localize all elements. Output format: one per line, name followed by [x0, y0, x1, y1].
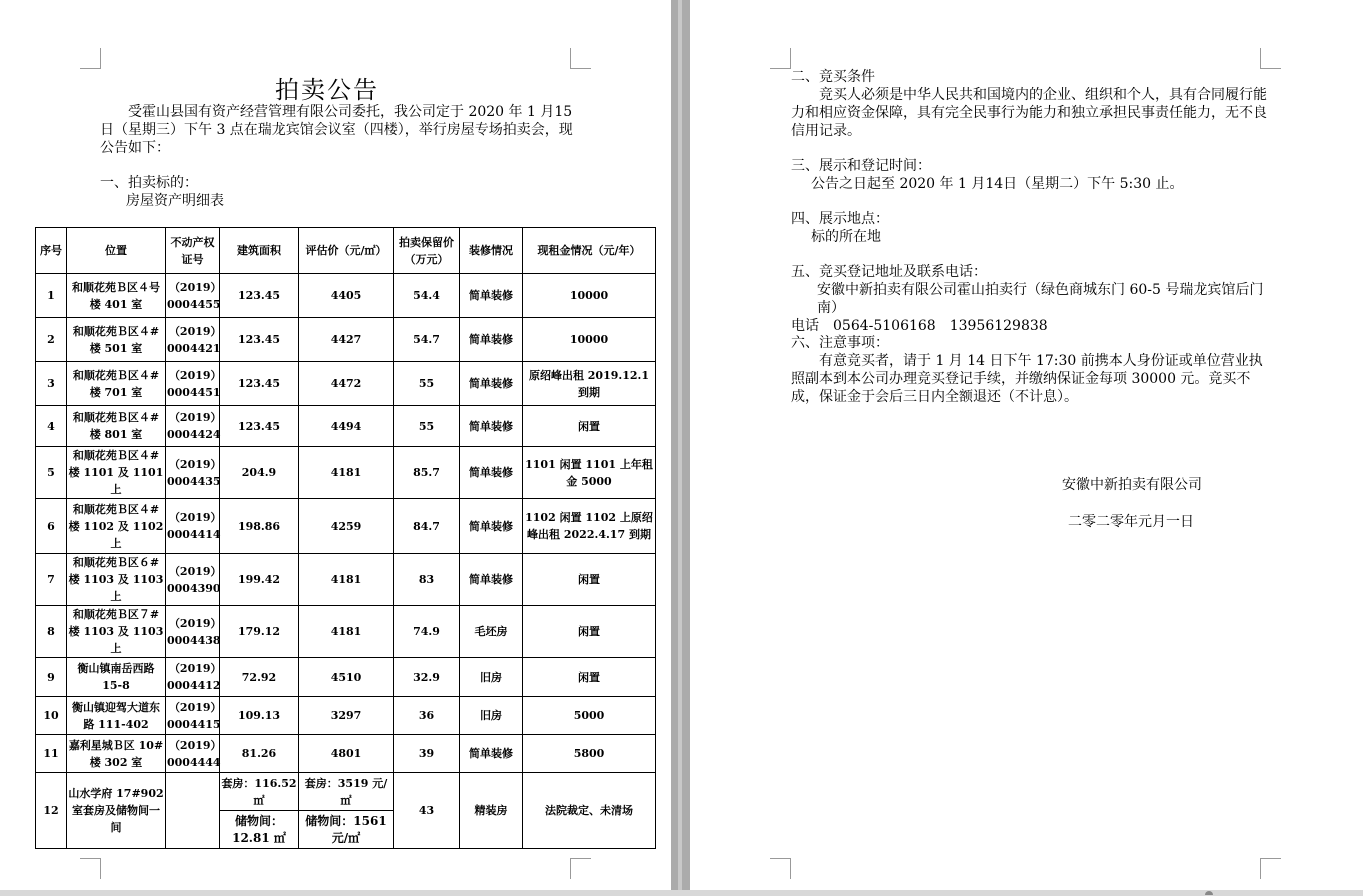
document-page-left — [0, 0, 671, 890]
signature-date: 二零二零年元月一日 — [1068, 514, 1194, 530]
cell-rent: 闲置 — [523, 606, 656, 658]
crop-mark-bottom-right — [1260, 858, 1281, 879]
cell-no: 11 — [36, 735, 67, 773]
cell-decor: 旧房 — [460, 658, 523, 697]
cell-rent: 闲置 — [523, 554, 656, 606]
cell-reserve: 32.9 — [394, 658, 460, 697]
cell-no: 3 — [36, 362, 67, 406]
cell-location: 和顺花苑Ｂ区４#楼 1101 及 1101 上 — [67, 447, 166, 499]
section5-heading: 五、竞买登记地址及联系电话： — [791, 264, 987, 280]
cell-rent: 闲置 — [523, 658, 656, 697]
cell-location: 和顺花苑Ｂ区４号楼 401 室 — [67, 274, 166, 318]
section2 — [791, 68, 1271, 140]
table-row — [36, 362, 656, 406]
table-row — [36, 658, 656, 697]
row12-rent: 法院裁定、未清场 — [523, 773, 656, 849]
cell-decor: 简单装修 — [460, 447, 523, 499]
header-decor: 装修情况 — [460, 228, 523, 274]
section5 — [791, 263, 1271, 335]
cell-rent: 闲置 — [523, 406, 656, 447]
cell-cert: （2019）0004438 — [166, 606, 220, 658]
section3 — [791, 157, 1271, 193]
cell-location: 和顺花苑Ｂ区４#楼 801 室 — [67, 406, 166, 447]
section3-body: 公告之日起至 2020 年 1 月14日（星期二）下午 5:30 止。 — [811, 176, 1184, 192]
cell-price: 4181 — [299, 554, 394, 606]
cell-decor: 毛坯房 — [460, 606, 523, 658]
cell-no: 2 — [36, 318, 67, 362]
row12-cert — [166, 773, 220, 849]
header-rent: 现租金情况（元/年） — [523, 228, 656, 274]
horizontal-scrollbar[interactable] — [0, 890, 1363, 896]
table-row — [36, 274, 656, 318]
document-title: 拍卖公告 — [275, 76, 379, 104]
crop-mark-top-right — [1260, 48, 1281, 69]
cell-decor: 简单装修 — [460, 406, 523, 447]
cell-cert: （2019）0004421 — [166, 318, 220, 362]
table-row-12 — [36, 773, 656, 811]
cell-area: 179.12 — [220, 606, 299, 658]
cell-price: 4405 — [299, 274, 394, 318]
cell-price: 4259 — [299, 499, 394, 554]
section4-heading: 四、展示地点： — [791, 211, 889, 227]
header-cert: 不动产权证号 — [166, 228, 220, 274]
cell-area: 198.86 — [220, 499, 299, 554]
section6 — [791, 334, 1271, 406]
cell-reserve: 84.7 — [394, 499, 460, 554]
cell-cert: （2019）0004455 — [166, 274, 220, 318]
cell-decor: 简单装修 — [460, 318, 523, 362]
cell-rent: 1102 闲置 1102 上原绍峰出租 2022.4.17 到期 — [523, 499, 656, 554]
cell-reserve: 55 — [394, 362, 460, 406]
crop-mark-bottom-right — [570, 858, 591, 879]
cell-decor: 简单装修 — [460, 362, 523, 406]
cell-rent: 10000 — [523, 274, 656, 318]
header-area: 建筑面积 — [220, 228, 299, 274]
page-gutter — [671, 0, 690, 890]
section5-phone: 电话 0564-5106168 13956129838 — [791, 318, 1048, 334]
scroll-thumb[interactable] — [1205, 891, 1213, 895]
cell-rent: 1101 闲置 1101 上年租金 5000 — [523, 447, 656, 499]
cell-rent: 5800 — [523, 735, 656, 773]
cell-cert: （2019）0004415 — [166, 697, 220, 735]
cell-area: 123.45 — [220, 362, 299, 406]
cell-reserve: 54.7 — [394, 318, 460, 362]
cell-no: 9 — [36, 658, 67, 697]
cell-area: 123.45 — [220, 406, 299, 447]
cell-area: 72.92 — [220, 658, 299, 697]
row12-area-storage: 储物间：12.81 ㎡ — [220, 811, 299, 849]
crop-mark-top-right — [570, 48, 591, 69]
cell-decor: 简单装修 — [460, 499, 523, 554]
crop-mark-top-left — [770, 48, 791, 69]
cell-location: 衡山镇南岳西路 15-8 — [67, 658, 166, 697]
cell-cert: （2019）0004424 — [166, 406, 220, 447]
section2-heading: 二、竞买条件 — [791, 69, 875, 85]
cell-price: 3297 — [299, 697, 394, 735]
cell-no: 6 — [36, 499, 67, 554]
row12-reserve: 43 — [394, 773, 460, 849]
section6-heading: 六、注意事项： — [791, 335, 889, 351]
cell-location: 和顺花苑Ｂ区７#楼 1103 及 1103 上 — [67, 606, 166, 658]
cell-reserve: 55 — [394, 406, 460, 447]
table-row — [36, 406, 656, 447]
header-price: 评估价（元/㎡） — [299, 228, 394, 274]
table-caption: 房屋资产明细表 — [126, 193, 224, 209]
table-header-row — [36, 228, 656, 274]
section2-body: 竞买人必须是中华人民共和国境内的企业、组织和个人，具有合同履行能力和相应资金保障，具有完全民事行为能力和独立承担民事责任能力，无不良信用记录。 — [791, 87, 1267, 139]
section4-body: 标的所在地 — [811, 229, 881, 245]
table-row — [36, 697, 656, 735]
cell-area: 109.13 — [220, 697, 299, 735]
cell-rent: 5000 — [523, 697, 656, 735]
table-row — [36, 606, 656, 658]
cell-area: 204.9 — [220, 447, 299, 499]
cell-location: 衡山镇迎驾大道东路 111-402 — [67, 697, 166, 735]
asset-table — [35, 227, 656, 849]
header-no: 序号 — [36, 228, 67, 274]
intro-paragraph: 受霍山县国有资产经营管理有限公司委托，我公司定于 2020 年 1 月15 日（星期三）下午 3 点在瑞龙宾馆会议室（四楼），举行房屋专场拍卖会，现公告如下： — [100, 104, 573, 156]
cell-cert: （2019）0004435 — [166, 447, 220, 499]
cell-area: 199.42 — [220, 554, 299, 606]
cell-price: 4510 — [299, 658, 394, 697]
row12-area-main: 套房：116.52 ㎡ — [220, 773, 299, 811]
section5-body: 安徽中新拍卖有限公司霍山拍卖行（绿色商城东门 60-5 号瑞龙宾馆后门南） — [817, 282, 1264, 316]
cell-no: 7 — [36, 554, 67, 606]
cell-area: 123.45 — [220, 274, 299, 318]
cell-reserve: 36 — [394, 697, 460, 735]
cell-reserve: 39 — [394, 735, 460, 773]
table-row — [36, 499, 656, 554]
signature-company: 安徽中新拍卖有限公司 — [1062, 477, 1202, 493]
cell-reserve: 54.4 — [394, 274, 460, 318]
cell-location: 和顺花苑Ｂ区４#楼 1102 及 1102 上 — [67, 499, 166, 554]
cell-cert: （2019）0004451 — [166, 362, 220, 406]
section1-heading: 一、拍卖标的： — [100, 175, 198, 191]
cell-cert: （2019）0004444 — [166, 735, 220, 773]
cell-price: 4427 — [299, 318, 394, 362]
asset-table-body — [36, 274, 656, 773]
cell-no: 4 — [36, 406, 67, 447]
cell-decor: 简单装修 — [460, 735, 523, 773]
cell-reserve: 74.9 — [394, 606, 460, 658]
cell-location: 嘉利星城Ｂ区 10#楼 302 室 — [67, 735, 166, 773]
header-location: 位置 — [67, 228, 166, 274]
table-row — [36, 318, 656, 362]
cell-reserve: 85.7 — [394, 447, 460, 499]
cell-rent: 10000 — [523, 318, 656, 362]
crop-mark-bottom-left — [770, 858, 791, 879]
section6-body: 有意竞买者，请于 1 月 14 日下午 17:30 前携本人身份证或单位营业执照副本到本公司办理竞买登记手续，并缴纳保证金每项 30000 元。竞买不成，保证金于会后三日内全额退还（不计息）。 — [791, 353, 1263, 405]
cell-no: 1 — [36, 274, 67, 318]
cell-location: 和顺花苑Ｂ区４#楼 501 室 — [67, 318, 166, 362]
cell-location: 和顺花苑Ｂ区４#楼 701 室 — [67, 362, 166, 406]
cell-no: 8 — [36, 606, 67, 658]
row12-decor: 精装房 — [460, 773, 523, 849]
cell-area: 81.26 — [220, 735, 299, 773]
cell-price: 4801 — [299, 735, 394, 773]
cell-price: 4494 — [299, 406, 394, 447]
cell-cert: （2019）0004390 — [166, 554, 220, 606]
cell-decor: 旧房 — [460, 697, 523, 735]
table-row — [36, 447, 656, 499]
cell-price: 4472 — [299, 362, 394, 406]
cell-location: 和顺花苑Ｂ区６#楼 1103 及 1103 上 — [67, 554, 166, 606]
cell-no: 5 — [36, 447, 67, 499]
cell-area: 123.45 — [220, 318, 299, 362]
cell-cert: （2019）0004414 — [166, 499, 220, 554]
cell-no: 10 — [36, 697, 67, 735]
row12-location: 山水学府 17#902 室套房及储物间一间 — [67, 773, 166, 849]
section4 — [791, 210, 1271, 246]
cell-reserve: 83 — [394, 554, 460, 606]
cell-rent: 原绍峰出租 2019.12.1 到期 — [523, 362, 656, 406]
crop-mark-bottom-left — [80, 858, 101, 879]
cell-decor: 简单装修 — [460, 554, 523, 606]
table-row — [36, 735, 656, 773]
cell-cert: （2019）0004412 — [166, 658, 220, 697]
row12-price-storage: 储物间：1561 元/㎡ — [299, 811, 394, 849]
cell-price: 4181 — [299, 606, 394, 658]
section3-heading: 三、展示和登记时间： — [791, 158, 931, 174]
row12-price-main: 套房：3519 元/㎡ — [299, 773, 394, 811]
header-reserve: 拍卖保留价（万元） — [394, 228, 460, 274]
cell-decor: 简单装修 — [460, 274, 523, 318]
crop-mark-top-left — [80, 48, 101, 69]
table-row — [36, 554, 656, 606]
cell-price: 4181 — [299, 447, 394, 499]
row12-no: 12 — [36, 773, 67, 849]
